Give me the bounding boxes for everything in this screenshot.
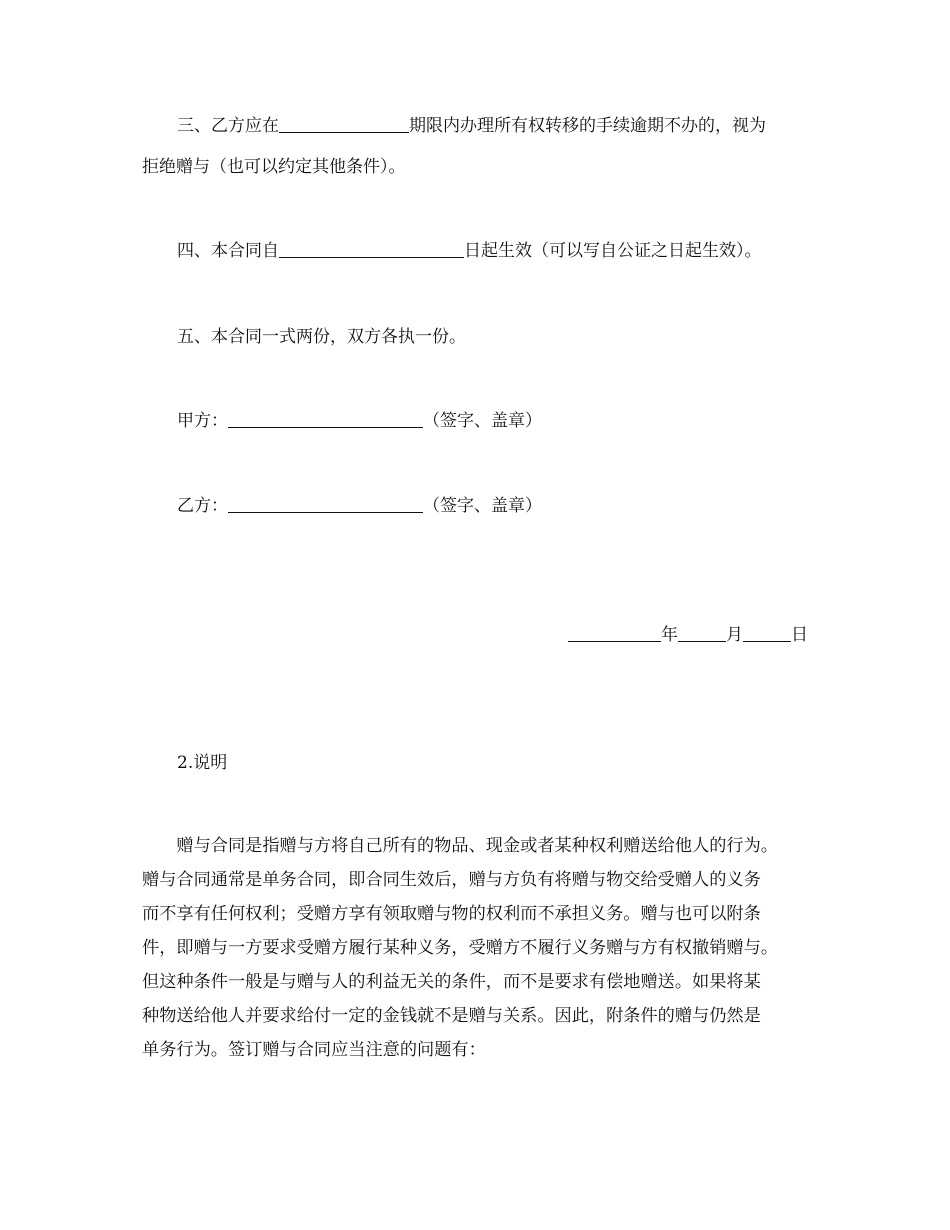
clause-3-line-1	[177, 114, 766, 138]
clause-5: 五、本合同一式两份，双方各执一份。	[177, 327, 466, 347]
explanation-line: 而不享有任何权利；受赠方享有领取赠与物的权利而不承担义务。赠与也可以附条	[142, 904, 761, 924]
clause-3-deadline-blank[interactable]	[279, 114, 409, 133]
clause-4-prefix: 四、本合同自	[177, 241, 279, 261]
party-a-signature	[177, 409, 542, 433]
party-a-signature-blank[interactable]	[228, 409, 423, 428]
party-a-note: （签字、盖章）	[423, 411, 542, 431]
section-2-title: 2.说明	[177, 753, 228, 773]
explanation-line: 件，即赠与一方要求受赠方履行某种义务，受赠方不履行义务赠与方有权撤销赠与。	[142, 938, 778, 958]
party-b-signature	[177, 494, 542, 518]
clause-4-date-blank[interactable]	[279, 239, 464, 258]
party-b-label: 乙方：	[177, 496, 228, 516]
day-blank[interactable]	[743, 623, 791, 642]
clause-4	[177, 239, 762, 263]
party-b-signature-blank[interactable]	[228, 494, 423, 513]
clause-3-prefix: 三、乙方应在	[177, 116, 279, 136]
clause-4-suffix: 日起生效（可以写自公证之日起生效）。	[464, 241, 762, 261]
clause-3-suffix: 期限内办理所有权转移的手续逾期不办的，视为	[409, 116, 766, 136]
date-line	[568, 623, 808, 647]
month-label: 月	[726, 625, 743, 645]
year-blank[interactable]	[568, 623, 661, 642]
explanation-line: 赠与合同是指赠与方将自己所有的物品、现金或者某种权利赠送给他人的行为。	[142, 836, 778, 856]
explanation-line: 单务行为。签订赠与合同应当注意的问题有：	[142, 1040, 486, 1060]
party-a-label: 甲方：	[177, 411, 228, 431]
day-label: 日	[791, 625, 808, 645]
explanation-line: 但这种条件一般是与赠与人的利益无关的条件，而不是要求有偿地赠送。如果将某	[142, 972, 761, 992]
explanation-line: 种物送给他人并要求给付一定的金钱就不是赠与关系。因此，附条件的赠与仍然是	[142, 1006, 761, 1026]
explanation-paragraph	[142, 829, 822, 1067]
clause-3-line-2: 拒绝赠与（也可以约定其他条件）。	[142, 157, 406, 177]
year-label: 年	[661, 625, 678, 645]
party-b-note: （签字、盖章）	[423, 496, 542, 516]
explanation-line: 赠与合同通常是单务合同，即合同生效后，赠与方负有将赠与物交给受赠人的义务	[142, 870, 761, 890]
month-blank[interactable]	[678, 623, 726, 642]
